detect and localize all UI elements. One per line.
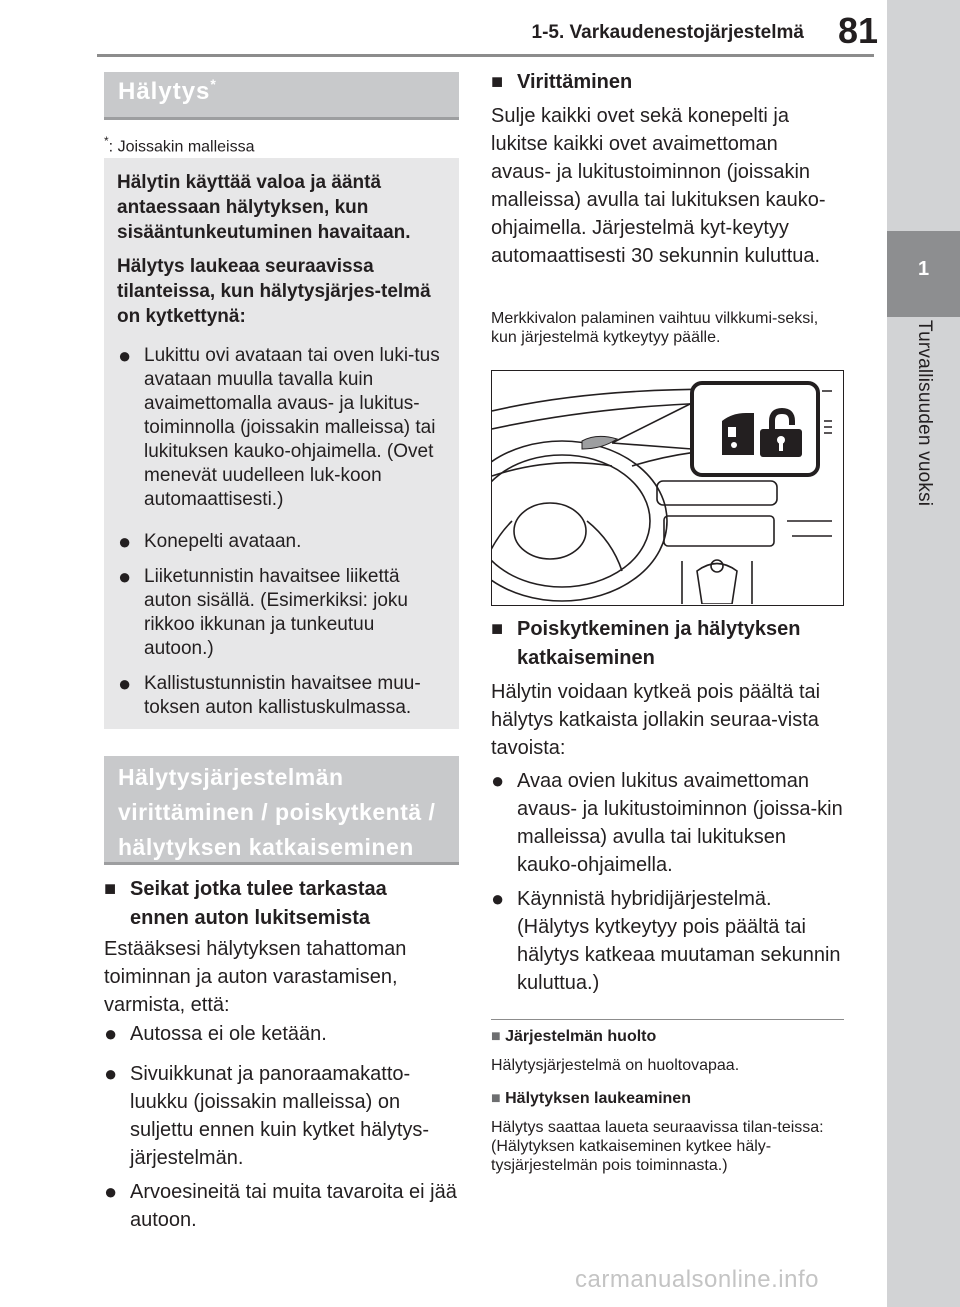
bullet-dot: ● xyxy=(104,1061,118,1086)
note-text-maintenance: Hälytysjärjestelmä on huoltovapaa. xyxy=(491,1057,740,1074)
square-bullet-icon: ■ xyxy=(491,1090,506,1107)
arming-note: Merkkivalon palaminen vaihtuu vilkkumi-seksi, kun järjestelmä kytkeytyy päälle. xyxy=(491,310,819,346)
info-bullet-2: ● Konepelti avataan. xyxy=(118,529,302,554)
disarm-intro: Hälytin voidaan kytkeä pois päältä tai hälytys katkaista jollakin seuraa-vista tavoista: xyxy=(491,681,821,759)
chapter-name: Turvallisuuden vuoksi xyxy=(914,320,935,507)
bullet-dot: ● xyxy=(491,886,505,911)
header-rule xyxy=(97,54,874,57)
check-bullet-1: ● Autossa ei ole ketään. xyxy=(104,1021,327,1046)
arming-text: Sulje kaikki ovet sekä konepelti ja lukitse kaikki ovet avaimettoman avaus- ja lukitustoiminnon (joissakin malleissa) avulla tai lukituksen kauko-ohjaimella. Järjestelmä kyt-keytyy automaattisesti 30 sekunnin kuluttua. xyxy=(491,105,826,267)
note-heading-triggering: ■ Hälytyksen laukeaminen xyxy=(491,1090,691,1107)
info-bullet-3: ● Liiketunnistin havaitsee liikettä auton sisällä. (Esimerkiksi: joku rikkoo ikkunan ja tunkeutuu autoon.) xyxy=(118,564,408,659)
check-bullet-3: ● Arvoesineitä tai muita tavaroita ei jää autoon. xyxy=(104,1179,457,1231)
footnote-text: : Joissakin malleissa xyxy=(108,138,255,156)
dashboard-illustration xyxy=(491,370,844,606)
note-heading-maintenance: ■ Järjestelmän huolto xyxy=(491,1028,657,1045)
side-tab xyxy=(887,0,960,1307)
watermark: carmanualsonline.info xyxy=(575,1266,819,1293)
info-para-2: Hälytys laukeaa seuraavissa tilanteissa, kun hälytysjärjes-telmä on kytkettynä: xyxy=(117,256,431,327)
heading-text: Hälytys xyxy=(118,78,211,105)
bullet-dot: ● xyxy=(104,1179,118,1204)
heading-asterisk: * xyxy=(210,76,217,92)
subheading-arming: ■ Virittäminen xyxy=(491,68,836,97)
subheading-disarm: ■ Poiskytkeminen ja hälytyksen katkaiseminen xyxy=(491,615,836,673)
footnote-asterisk: * xyxy=(104,134,109,148)
bullet-dot: ● xyxy=(104,1021,118,1046)
check-intro: Estääksesi hälytyksen tahattoman toiminnan ja auton varastamisen, varmista, että: xyxy=(104,938,407,1016)
square-bullet-icon: ■ xyxy=(104,878,117,900)
disarm-bullet-1: ● Avaa ovien lukitus avaimettoman avaus- ja lukitustoiminnon (joissa-kin malleissa) avulla tai lukituksen kauko-ohjaimella. xyxy=(491,768,843,876)
section-heading-alarm xyxy=(104,72,459,120)
info-bullet-1: ● Lukittu ovi avataan tai oven luki-tus avataan muulla tavalla kuin avaimettomalla avaus- ja lukitus-toiminnolla (joissakin malleissa) tai lukituksen kauko-ohjaimella. (Ovet menevät uudelleen luk-koon automaattisesti.) xyxy=(118,343,440,510)
section-heading-arming: Hälytysjärjestelmän virittäminen / poiskytkentä / hälytyksen katkaiseminen xyxy=(104,756,459,865)
footnote xyxy=(104,134,255,156)
page-number: 81 xyxy=(837,10,878,51)
notes-rule xyxy=(491,1019,844,1020)
subheading-check: ■ Seikat jotka tulee tarkastaa ennen auton lukitsemista xyxy=(104,875,444,933)
square-bullet-icon: ■ xyxy=(491,1028,506,1045)
check-bullet-2: ● Sivuikkunat ja panoraamakatto-luukku (joissakin malleissa) on suljettu ennen kuin kytket hälytys-järjestelmän. xyxy=(104,1061,430,1169)
bullet-dot: ● xyxy=(118,671,132,696)
bullet-dot: ● xyxy=(118,564,132,589)
security-indicator-icon xyxy=(718,405,802,459)
bullet-dot: ● xyxy=(491,768,505,793)
running-header-section: 1-5. Varkaudenestojärjestelmä xyxy=(531,22,804,43)
info-bullet-4: ● Kallistustunnistin havaitsee muu-toksen auton kallistuskulmassa. xyxy=(118,671,421,718)
disarm-bullet-2: ● Käynnistä hybridijärjestelmä. (Hälytys kytkeytyy pois päältä tai hälytys katkeaa muutaman sekunnin kuluttua.) xyxy=(491,886,841,994)
bullet-dot: ● xyxy=(118,343,132,368)
bullet-dot: ● xyxy=(118,529,132,554)
info-para-1: Hälytin käyttää valoa ja ääntä antaessaan hälytyksen, kun sisääntunkeutuminen havaitaan. xyxy=(117,172,411,243)
square-bullet-icon: ■ xyxy=(491,71,504,93)
square-bullet-icon: ■ xyxy=(491,618,504,640)
note-text-triggering: Hälytys saattaa laueta seuraavissa tilan-teissa: (Hälytyksen katkaiseminen kytkee häly-tysjärjestelmän pois toiminnasta.) xyxy=(491,1119,824,1174)
chapter-number: 1 xyxy=(917,258,930,280)
